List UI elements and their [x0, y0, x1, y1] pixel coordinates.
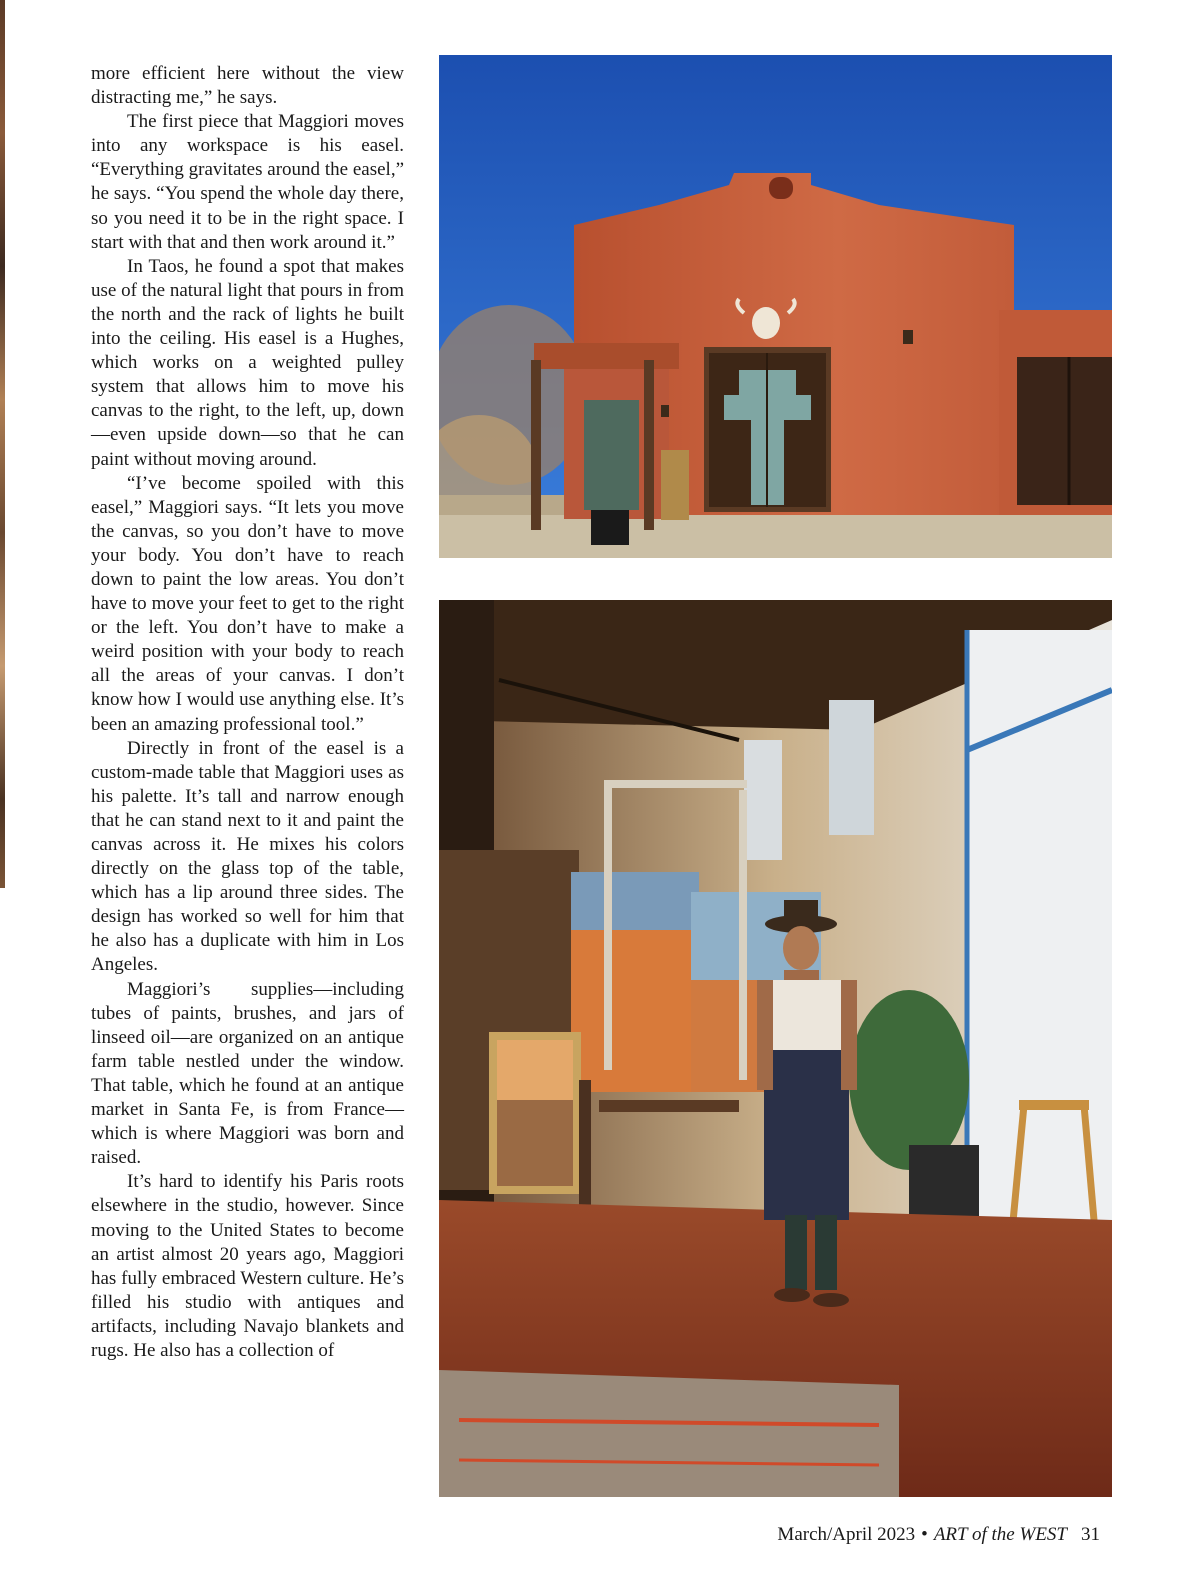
paragraph: Maggiori’s supplies—including tubes of paints, brushes, and jars of linseed oil—are organized on an antique farm table nestled under the window. That table, which he found at an antique market in Santa Fe, is from France—which is where Maggiori was born and raised. [91, 978, 404, 1169]
paragraph: It’s hard to identify his Paris roots elsewhere in the studio, however. Since moving to the United States to become an artist almost 20 years ago, Maggiori has fully embraced Western culture. He’s filled his studio with antiques and artifacts, including Navajo blankets and rugs. He also has a collection of [91, 1171, 404, 1361]
adobe-studio-exterior-photo [439, 55, 1112, 558]
paragraph: In Taos, he found a spot that makes use of the natural light that pours in from the north and the rack of lights he built into the ceiling. His easel is a Hughes, which works on a weighted pulley system that allows him to move his canvas to the right, to the left, up, down—even upside down—so that he can paint without moving around. [91, 255, 404, 470]
footer-bullet: • [921, 1524, 928, 1545]
paragraph: “I’ve become spoiled with this easel,” Maggiori says. “It lets you move the canvas, so you don’t have to move your body. You don’t have to reach down to paint the low areas. You don’t have to move your feet to get to the right or the left. You don’t have to make a weird position with your body to reach all the areas of your canvas. I don’t know how I would use anything else. It’s been an amazing professional tool.” [91, 472, 404, 735]
magazine-name: ART of the WEST [933, 1524, 1067, 1545]
page-footer [777, 1524, 1100, 1546]
paragraph: The first piece that Maggiori moves into any workspace is his easel. “Everything gravitates around the easel,” he says. “You spend the whole day there, so you need it to be in the right space. I start with that and then work around it.” [91, 111, 404, 253]
page-number: 31 [1081, 1524, 1100, 1545]
article-text-column [91, 62, 404, 1363]
studio-interior-photo [439, 600, 1112, 1497]
issue-date: March/April 2023 [777, 1524, 916, 1545]
facing-page-photo-edge [0, 0, 5, 888]
paragraph: Directly in front of the easel is a custom-made table that Maggiori uses as his palette. It’s tall and narrow enough that he can stand next to it and paint the canvas across it. He mixes his colors directly on the glass top of the table, which has a lip around three sides. The design has worked so well for him that he also has a duplicate with him in Los Angeles. [91, 737, 404, 976]
paragraph: more efficient here without the view distracting me,” he says. [91, 63, 404, 109]
